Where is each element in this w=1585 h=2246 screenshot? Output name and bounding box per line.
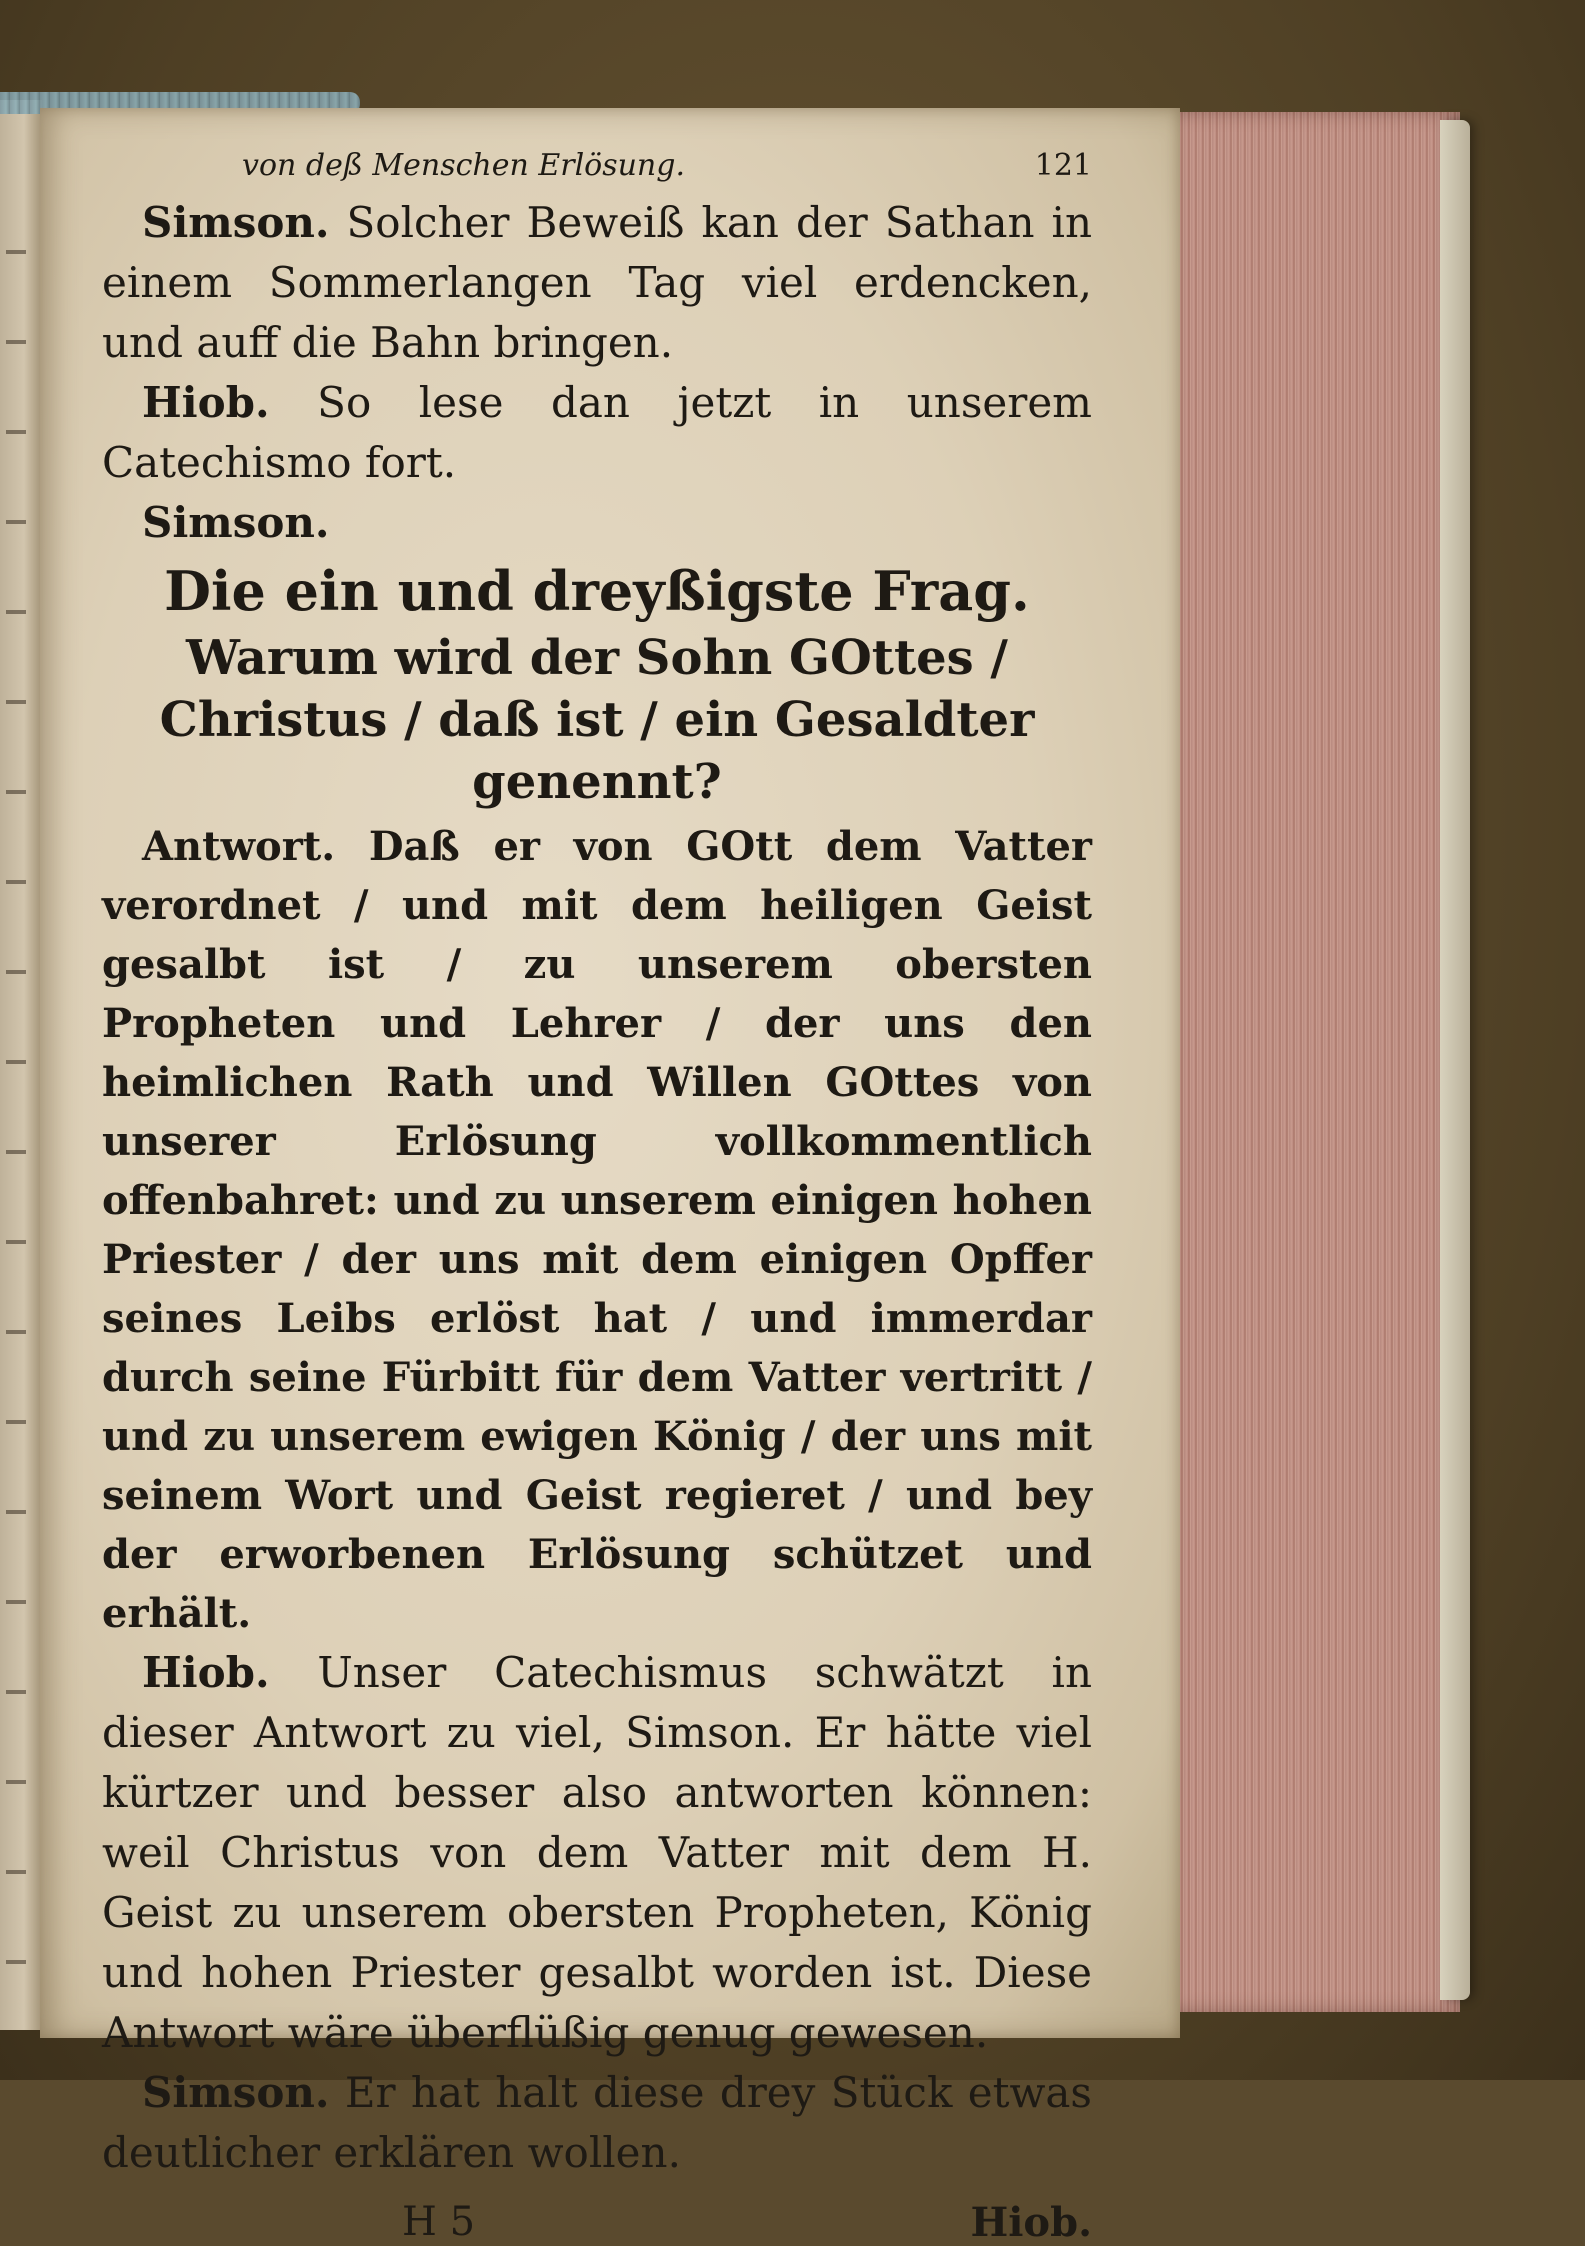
speaker-name: Hiob. (142, 1648, 270, 1697)
previous-page-edge (0, 100, 42, 2030)
dialogue-paragraph (102, 1643, 1092, 2063)
dialogue-paragraph (102, 193, 1092, 373)
dialogue-paragraph (102, 493, 1092, 553)
page-text-block (102, 148, 1092, 2246)
running-head: von deß Menschen Erlösung. (242, 148, 685, 183)
answer-label: Antwort. (142, 823, 336, 870)
speaker-name: Simson. (142, 2068, 330, 2117)
answer-text: Daß er von GOtt dem Vatter verordnet / und mit dem heiligen Geist gesalbt ist / zu unserem obersten Propheten und Lehrer / der uns den heimlichen Rath und Willen GOttes von unserer Erlösung vollkommentlich offenbahret: und zu unserem einigen hohen Priester / der uns mit dem einigen Opffer seines Leibs erlöst hat / und immerdar durch seine Fürbitt für dem Vatter vertritt / und zu unserem ewigen König / der uns mit seinem Wort und Geist regieret / und bey der erworbenen Erlösung schützet und erhält. (102, 823, 1092, 1637)
speaker-name: Simson. (142, 498, 330, 547)
speaker-name: Hiob. (142, 378, 270, 427)
question-heading: Die ein und dreyßigste Frag. (164, 559, 1030, 623)
speaker-name: Simson. (142, 198, 330, 247)
dialogue-text: Er hat halt diese drey Stück etwas deutlicher erklären wollen. (102, 2068, 1092, 2177)
page-block-edges (1168, 112, 1460, 2012)
page-header (102, 148, 1092, 183)
previous-page-text-marks (6, 180, 26, 1980)
answer-paragraph (102, 817, 1092, 1643)
book-page (40, 108, 1180, 2246)
dialogue-paragraph (102, 2063, 1092, 2183)
dialogue-text: Unser Catechismus schwätzt in dieser Antwort zu viel, Simson. Er hätte viel kürtzer und besser also antworten können: weil Christus von dem Vatter mit dem H. Geist zu unserem obersten Propheten, König und hohen Priester gesalbt worden ist. Diese Antwort wäre überflüßig genug gewesen. (102, 1648, 1092, 2057)
signature-mark: H 5 (402, 2199, 476, 2245)
dialogue-paragraph (102, 373, 1092, 493)
dialogue-text: Solcher Beweiß kan der Sathan in einem Sommerlangen Tag viel erdencken, und auff die Bahn bringen. (102, 198, 1092, 367)
page-footer (102, 2199, 1092, 2246)
dialogue-text: So lese dan jetzt in unserem Catechismo fort. (102, 378, 1093, 487)
page-number: 121 (1034, 148, 1092, 183)
book-cover-edge (1440, 120, 1470, 2000)
catchword: Hiob. (970, 2199, 1092, 2246)
question-text: Warum wird der Sohn GOttes / Christus / daß ist / ein Gesaldter genennt? (159, 630, 1035, 810)
